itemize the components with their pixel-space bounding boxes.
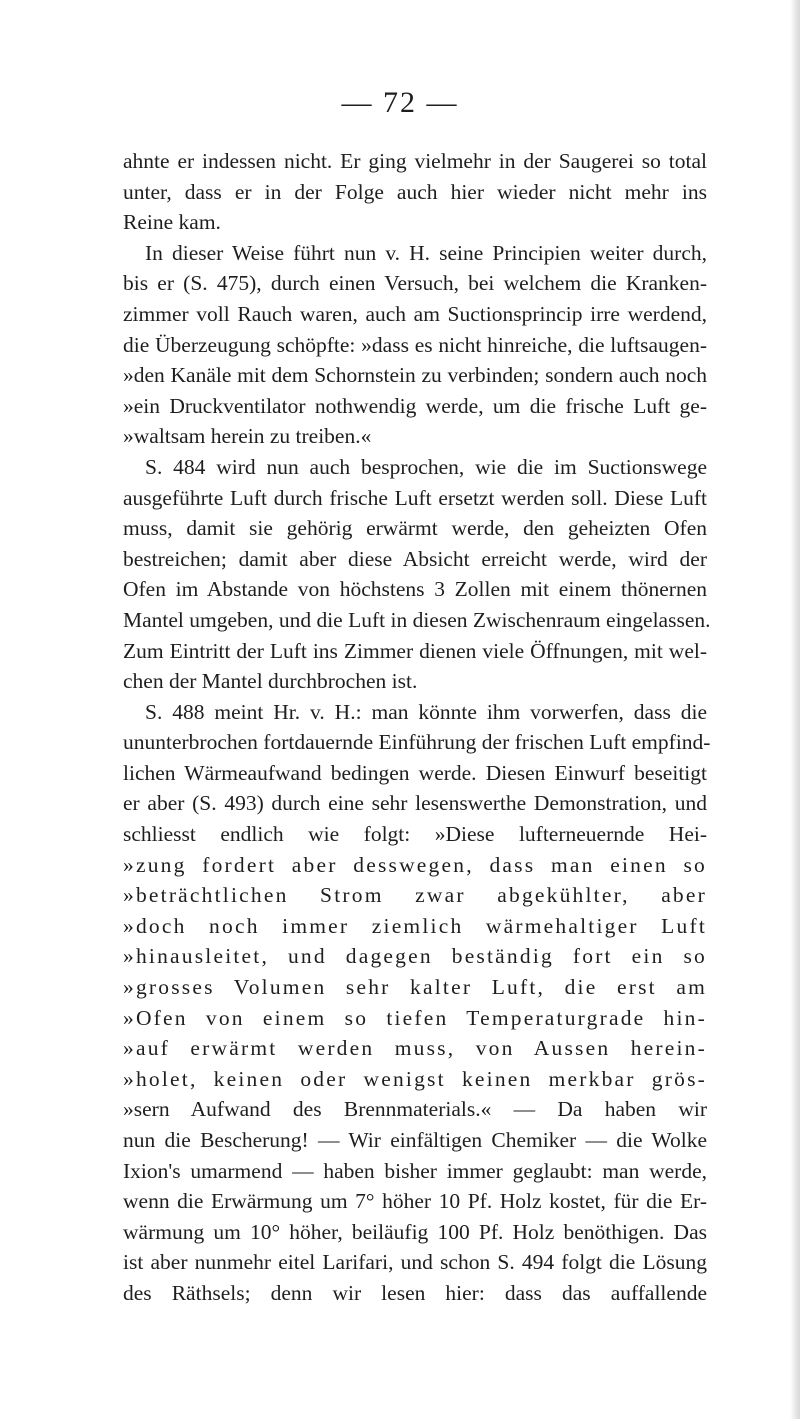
text-line: S. 488 meint Hr. v. H.: man könnte ihm vorwerfen, dass die bbox=[145, 699, 707, 724]
text-line-spaced: »Ofen von einem so tiefen Temperaturgrade hin- bbox=[123, 1005, 707, 1030]
text-line: »den Kanäle mit dem Schornstein zu verbinden; sondern auch noch bbox=[123, 363, 707, 388]
text-line: S. 484 wird nun auch besprochen, wie die im Suctionswege bbox=[145, 454, 707, 479]
text-line: lichen Wärmeaufwand bedingen werde. Diesen Einwurf beseitigt bbox=[123, 760, 707, 785]
text-line: »ein Druckventilator nothwendig werde, um die frische Luft ge- bbox=[123, 393, 707, 418]
text-line: bis er (S. 475), durch einen Versuch, bei welchem die Kranken- bbox=[123, 271, 707, 296]
text-line: ist aber nunmehr eitel Larifari, und schon S. 494 folgt die Lösung bbox=[123, 1250, 707, 1275]
text-line: wenn die Erwärmung um 7° höher 10 Pf. Holz kostet, für die Er- bbox=[123, 1189, 707, 1214]
text-line-spaced: »auf erwärmt werden muss, von Aussen herein- bbox=[123, 1036, 707, 1061]
text-line-spaced: »zung fordert aber desswegen, dass man einen so bbox=[123, 852, 707, 877]
text-line: bestreichen; damit aber diese Absicht erreicht werde, wird der bbox=[123, 546, 707, 571]
page-number: — 72 — bbox=[341, 86, 459, 119]
text-line-spaced: »hinausleitet, und dagegen beständig fort ein so bbox=[123, 944, 707, 969]
text-line: unter, dass er in der Folge auch hier wieder nicht mehr ins bbox=[123, 179, 707, 204]
text-line: er aber (S. 493) durch eine sehr lesenswerthe Demonstration, und bbox=[123, 791, 707, 816]
text-line: Zum Eintritt der Luft ins Zimmer dienen viele Öffnungen, mit wel- bbox=[123, 638, 707, 663]
text-line: wärmung um 10° höher, beiläufig 100 Pf. Holz benöthigen. Das bbox=[123, 1219, 707, 1244]
page-edge-shadow bbox=[790, 0, 800, 1419]
text-line: Mantel umgeben, und die Luft in diesen Zwischenraum eingelassen. bbox=[123, 607, 711, 632]
text-line: Ixion's umarmend — haben bisher immer geglaubt: man werde, bbox=[123, 1158, 707, 1183]
text-line: schliesst endlich wie folgt: »Diese lufterneuernde Hei- bbox=[123, 822, 707, 847]
text-line: »sern Aufwand des Brennmaterials.« — Da haben wir bbox=[123, 1097, 707, 1122]
text-line: ahnte er indessen nicht. Er ging vielmehr in der Saugerei so total bbox=[123, 149, 707, 173]
text-line-spaced: »beträchtlichen Strom zwar abgekühlter, aber bbox=[123, 883, 707, 908]
body-text bbox=[123, 146, 711, 1309]
text-line: ununterbrochen fortdauernde Einführung der frischen Luft empfind- bbox=[123, 730, 711, 755]
text-line-spaced: »grosses Volumen sehr kalter Luft, die erst am bbox=[123, 975, 707, 1000]
text-line: zimmer voll Rauch waren, auch am Suctionsprincip irre werdend, bbox=[123, 301, 707, 326]
text-line: die Überzeugung schöpfte: »dass es nicht hinreiche, die luftsaugen- bbox=[123, 332, 707, 357]
text-line: nun die Bescherung! — Wir einfältigen Chemiker — die Wolke bbox=[123, 1128, 707, 1152]
text-line: chen der Mantel durchbrochen ist. bbox=[123, 669, 418, 694]
text-line-spaced: »doch noch immer ziemlich wärmehaltiger Luft bbox=[123, 913, 707, 938]
text-line: des Räthsels; denn wir lesen hier: dass das auffallende bbox=[123, 1280, 707, 1305]
text-line: In dieser Weise führt nun v. H. seine Principien weiter durch, bbox=[145, 240, 707, 265]
text-line-spaced: »holet, keinen oder wenigst keinen merkbar grös- bbox=[123, 1066, 707, 1091]
text-line: muss, damit sie gehörig erwärmt werde, den geheizten Ofen bbox=[123, 516, 707, 541]
text-line: ausgeführte Luft durch frische Luft ersetzt werden soll. Diese Luft bbox=[123, 485, 707, 510]
text-line: »waltsam herein zu treiben.« bbox=[123, 424, 372, 449]
text-line: Ofen im Abstande von höchstens 3 Zollen mit einem thönernen bbox=[123, 577, 707, 602]
text-line: Reine kam. bbox=[123, 210, 221, 235]
